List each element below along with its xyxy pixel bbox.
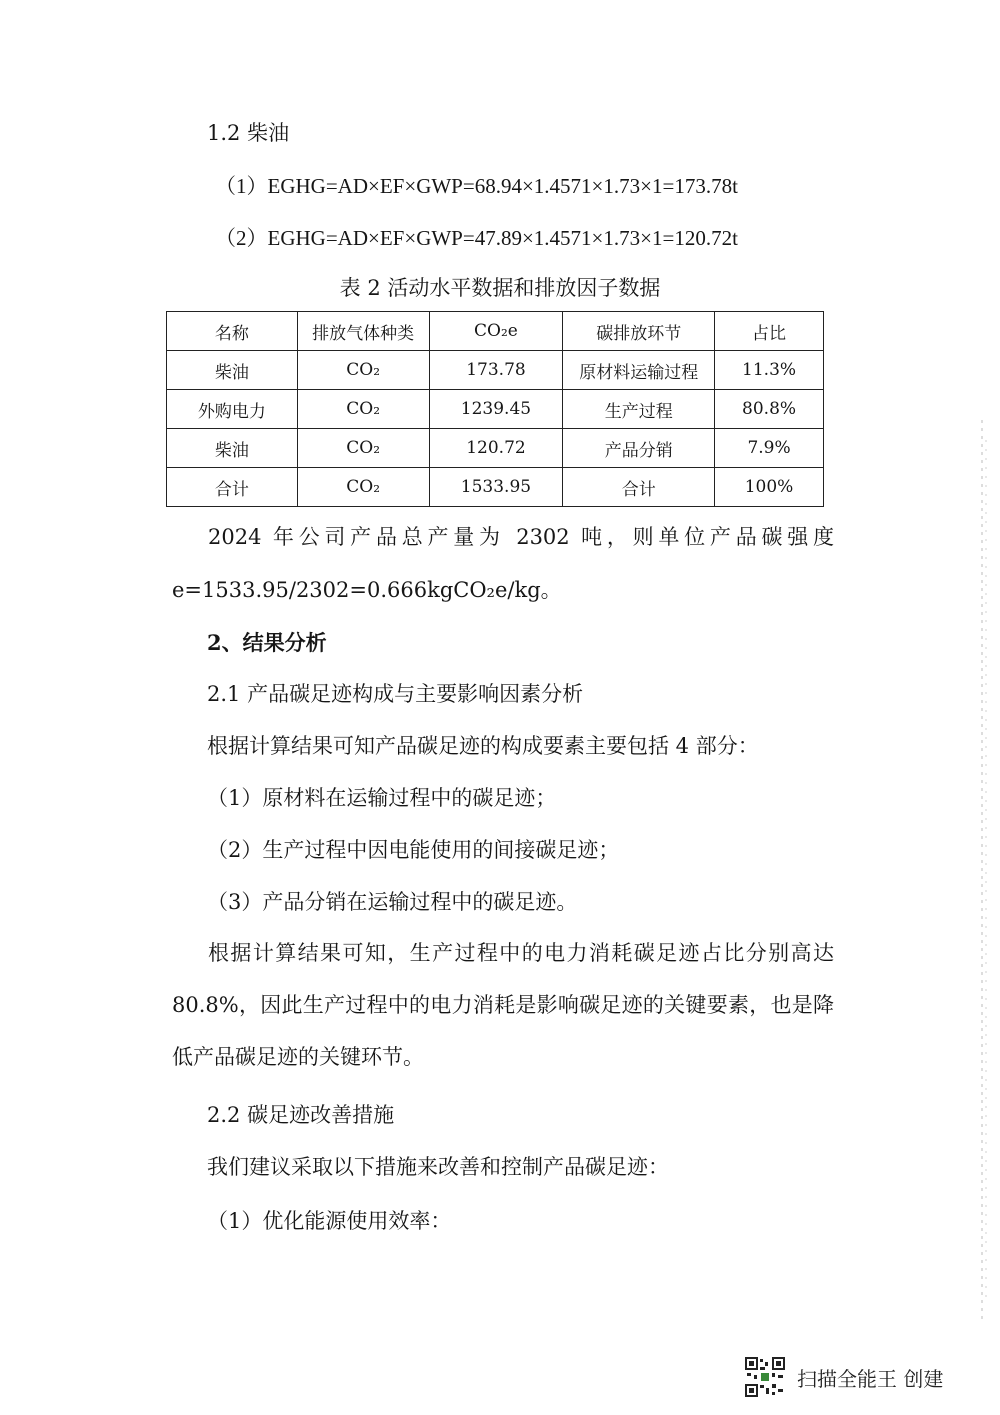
table-cell: 产品分销 (563, 429, 715, 468)
table-caption: 表 2 活动水平数据和排放因子数据 (339, 276, 661, 300)
table-header-cell: CO₂e (429, 312, 563, 351)
table-row (167, 390, 824, 429)
table-header-row (167, 312, 824, 351)
table-cell: 1533.95 (429, 468, 563, 507)
table-cell: 11.3% (715, 351, 824, 390)
table-cell: 7.9% (715, 429, 824, 468)
table-cell: 柴油 (167, 429, 298, 468)
section-2-2-intro: 我们建议采取以下措施来改善和控制产品碳足迹： (207, 1155, 669, 1179)
table-cell: 原材料运输过程 (563, 351, 715, 390)
table-row (167, 429, 824, 468)
scanner-watermark (745, 1357, 965, 1397)
qr-code-icon (745, 1357, 785, 1397)
list-item: （1）优化能源使用效率： (207, 1209, 452, 1233)
table-header-cell: 名称 (167, 312, 298, 351)
table-cell: 外购电力 (167, 390, 298, 429)
section-2-heading: 2、结果分析 (207, 630, 327, 655)
section-2-2-heading: 2.2 碳足迹改善措施 (207, 1103, 395, 1127)
table-header-cell: 排放气体种类 (297, 312, 429, 351)
scan-edge-artifact (960, 420, 1000, 1320)
section-1-2-heading: 1.2 柴油 (207, 121, 290, 145)
conclusion-paragraph: 根据计算结果可知，生产过程中的电力消耗碳足迹占比分别高达80.8%，因此生产过程中的电力消耗是影响碳足迹的关键要素，也是降低产品碳足迹的关键环节。 (172, 941, 834, 1069)
list-item: （3）产品分销在运输过程中的碳足迹。 (207, 890, 578, 914)
table-cell: CO₂ (297, 351, 429, 390)
table-cell: 合计 (167, 468, 298, 507)
section-2-1-intro: 根据计算结果可知产品碳足迹的构成要素主要包括 4 部分： (207, 734, 759, 758)
table-cell: CO₂ (297, 468, 429, 507)
summary-line-1: 2024 年公司产品总产量为 2302 吨，则单位产品碳强度 (208, 525, 834, 549)
table-header-cell: 碳排放环节 (563, 312, 715, 351)
table-cell: 柴油 (167, 351, 298, 390)
table-cell: 120.72 (429, 429, 563, 468)
list-item: （2）生产过程中因电能使用的间接碳足迹； (207, 838, 620, 862)
section-2-1-heading: 2.1 产品碳足迹构成与主要影响因素分析 (207, 682, 584, 706)
table-cell: 80.8% (715, 390, 824, 429)
table-cell: 合计 (563, 468, 715, 507)
table-cell: 100% (715, 468, 824, 507)
summary-line-2: e=1533.95/2302=0.666kgCO₂e/kg。 (172, 578, 562, 602)
list-item: （1）原材料在运输过程中的碳足迹； (207, 786, 557, 810)
emission-table (166, 311, 824, 507)
table-cell: CO₂ (297, 429, 429, 468)
formula-2: （2）EGHG=AD×EF×GWP=47.89×1.4571×1.73×1=120.72t (215, 226, 738, 250)
table-cell: 生产过程 (563, 390, 715, 429)
scanner-brand-text: 扫描全能王 创建 (797, 1367, 944, 1391)
formula-1: （1）EGHG=AD×EF×GWP=68.94×1.4571×1.73×1=173.78t (215, 174, 738, 198)
table-header-cell: 占比 (715, 312, 824, 351)
table-row (167, 351, 824, 390)
table-row (167, 468, 824, 507)
table-cell: 1239.45 (429, 390, 563, 429)
table-cell: CO₂ (297, 390, 429, 429)
table-cell: 173.78 (429, 351, 563, 390)
